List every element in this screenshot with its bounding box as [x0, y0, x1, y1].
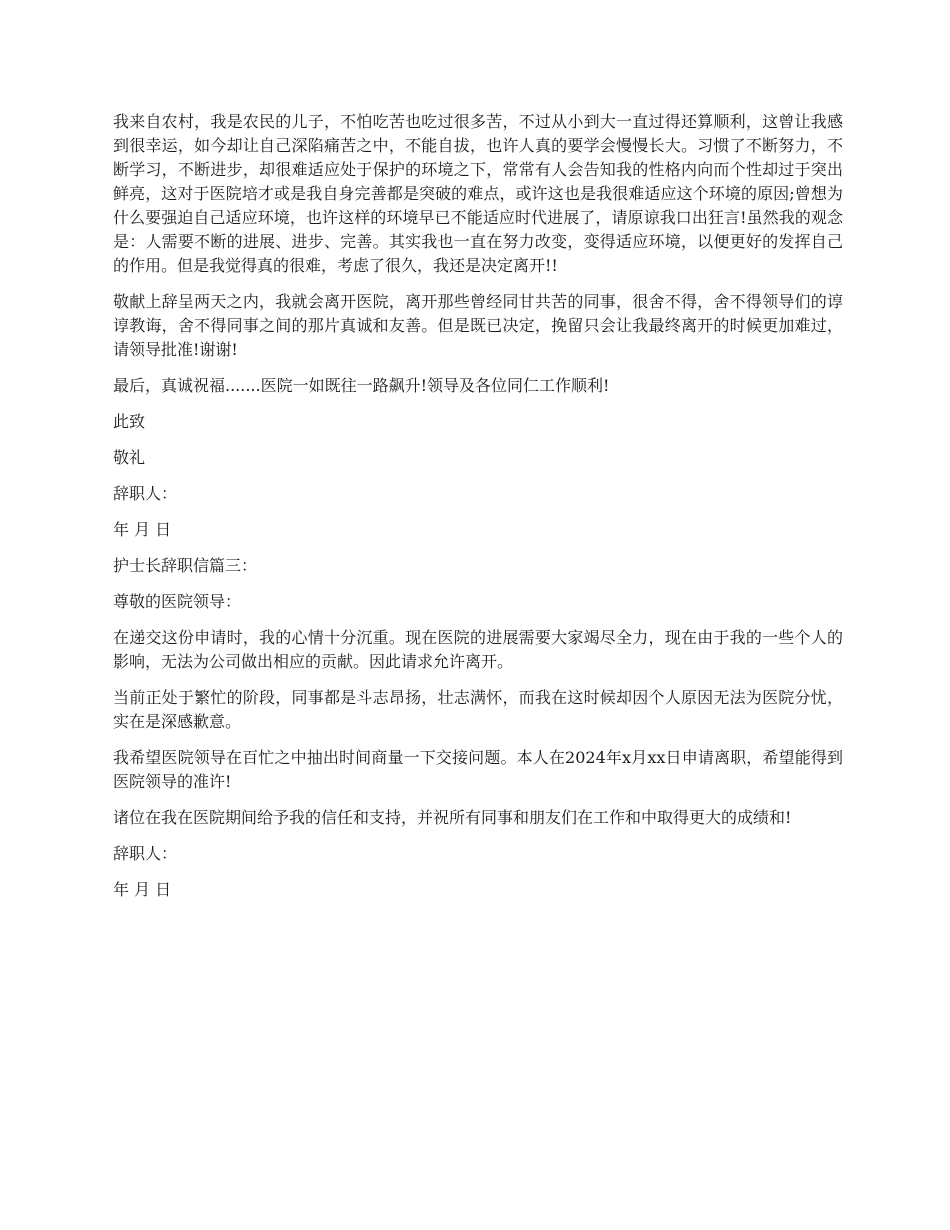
paragraph-thanks: 诸位在我在医院期间给予我的信任和支持，并祝所有同事和朋友们在工作和中取得更大的成绩和! [113, 808, 792, 827]
signature-line-2: 辞职人： [113, 844, 178, 863]
date-line: 年 月 日 [113, 520, 172, 539]
paragraph-closing-wishes: 最后，真诚祝福.......医院一如既往一路飙升!领导及各位同仁工作顺利! [113, 376, 610, 395]
paragraph-handover: 我希望医院领导在百忙之中抽出时间商量一下交接问题。本人在2024年x月xx日申请离职，希望能得到医院领导的准许! [113, 748, 843, 791]
closing-salutation: 此致 [113, 412, 146, 431]
paragraph-reason: 在递交这份申请时，我的心情十分沉重。现在医院的进展需要大家竭尽全力，现在由于我的一些个人的影响，无法为公司做出相应的贡献。因此请求允许离开。 [113, 628, 843, 671]
signature-line: 辞职人： [113, 484, 178, 503]
paragraph-background: 我来自农村，我是农民的儿子，不怕吃苦也吃过很多苦，不过从小到大一直过得还算顺利，这曾让我感到很幸运，如今却让自己深陷痛苦之中，不能自拔，也许人真的要学会慢慢长大。习惯了不断努力，不断学习，不断进步，却很难适应处于保护的环境之下，常常有人会告知我的性格内向而个性却过于突出鲜亮，这对于医院培才或是我自身完善都是突破的难点，或许这也是我很难适应这个环境的原因;曾想为什么要强迫自己适应环境，也许这样的环境早已不能适应时代进展了，请原谅我口出狂言!虽然我的观念是：人需要不断的进展、进步、完善。其实我也一直在努力改变，变得适应环境，以便更好的发挥自己的作用。但是我觉得真的很难，考虑了很久，我还是决定离开!! [113, 112, 843, 275]
section-heading: 护士长辞职信篇三： [113, 556, 258, 575]
closing-regards: 敬礼 [113, 448, 146, 467]
letter-greeting: 尊敬的医院领导： [113, 592, 242, 611]
paragraph-apology: 当前正处于繁忙的阶段，同事都是斗志昂扬，壮志满怀，而我在这时候却因个人原因无法为医院分忧，实在是深感歉意。 [113, 688, 843, 731]
paragraph-resignation-notice: 敬献上辞呈两天之内，我就会离开医院，离开那些曾经同甘共苦的同事，很舍不得，舍不得领导们的谆谆教诲，舍不得同事之间的那片真诚和友善。但是既已决定，挽留只会让我最终离开的时候更加难过，请领导批准!谢谢! [113, 292, 843, 359]
document-body [113, 110, 843, 914]
date-line-2: 年 月 日 [113, 880, 172, 899]
